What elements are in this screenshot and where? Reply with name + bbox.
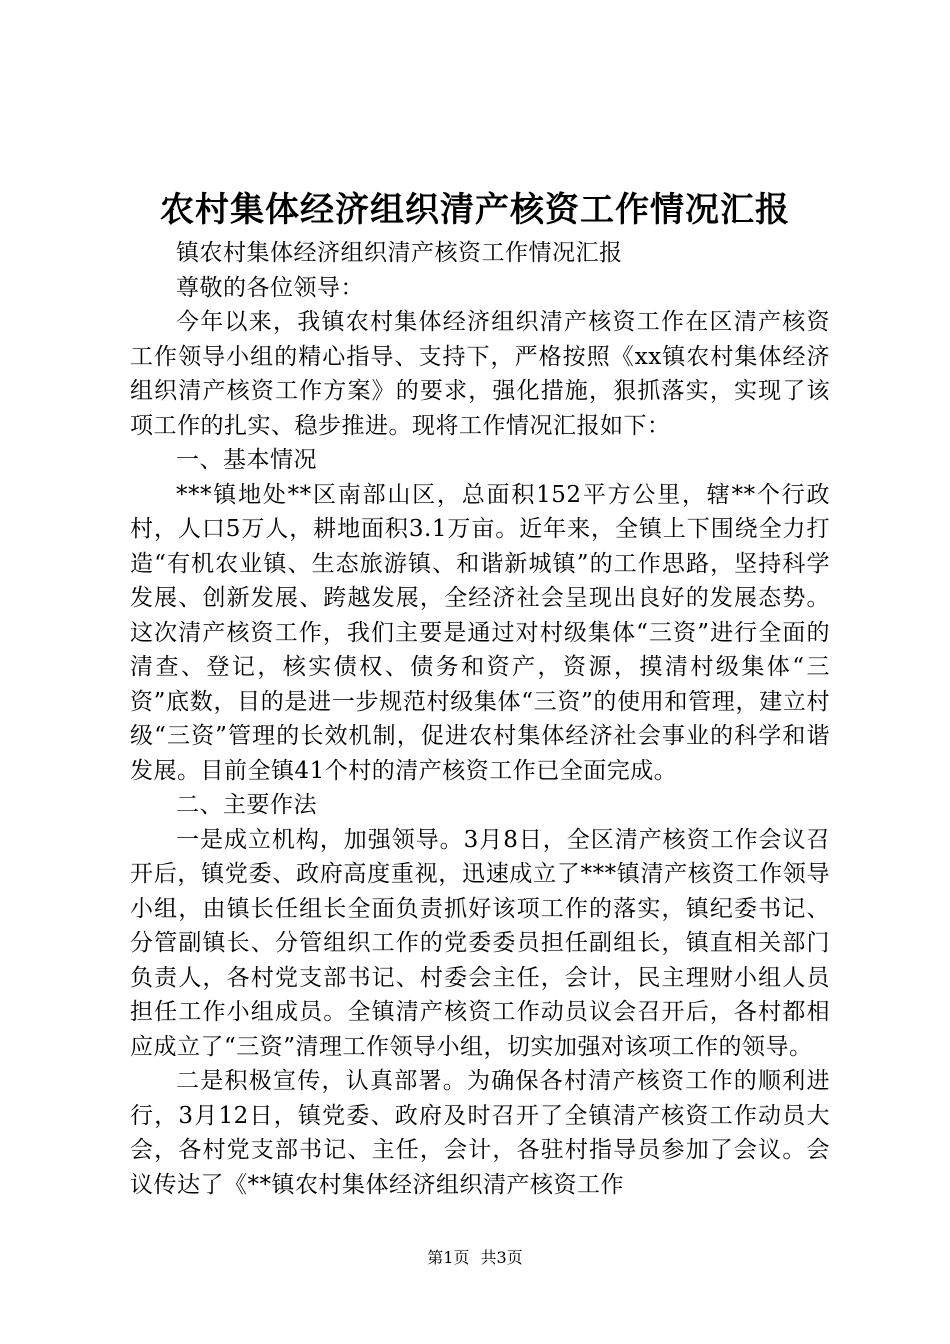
page-total: 共3页 — [480, 1248, 523, 1267]
paragraph-basic-situation: ***镇地处**区南部山区，总面积152平方公里，辖**个行政村，人口5万人，耕地面积3.1万亩。近年来，全镇上下围绕全力打造“有机农业镇、生态旅游镇、和谐新城镇”的工作思路，坚持科学发展、创新发展、跨越发展，全经济社会呈现出良好的发展态势。这次清产核资工作，我们主要是通过对村级集体“三资”进行全面的清查、登记，核实债权、债务和资产，资源，摸清村级集体“三资”底数，目的是进一步规范村级集体“三资”的使用和管理，建立村级“三资”管理的长效机制，促进农村集体经济社会事业的科学和谐发展。目前全镇41个村的清产核资工作已全面完成。 — [130, 481, 830, 784]
section-heading-main-practices: 二、主要作法 — [176, 792, 317, 818]
document-title: 农村集体经济组织清产核资工作情况汇报 — [160, 190, 790, 230]
paragraph-salutation: 尊敬的各位领导： — [176, 274, 364, 301]
paragraph-practice-two: 二是积极宣传，认真部署。为确保各村清产核资工作的顺利进行，3月12日，镇党委、政府及时召开了全镇清产核资工作动员大会，各村党支部书记、主任，会计，各驻村指导员参加了会议。会议传达了《**镇农村集体经济组织清产核资工作 — [130, 1068, 830, 1198]
paragraph-subtitle: 镇农村集体经济组织清产核资工作情况汇报 — [176, 240, 623, 266]
section-heading-basic-situation: 一、基本情况 — [176, 447, 317, 473]
page-footer — [0, 1247, 950, 1269]
paragraph-intro: 今年以来，我镇农村集体经济组织清产核资工作在区清产核资工作领导小组的精心指导、支持下，严格按照《xx镇农村集体经济组织清产核资工作方案》的要求，强化措施，狠抓落实，实现了该项工作的扎实、稳步推进。现将工作情况汇报如下： — [130, 309, 830, 439]
document-body — [130, 236, 830, 1202]
paragraph-practice-one: 一是成立机构，加强领导。3月8日，全区清产核资工作会议召开后，镇党委、政府高度重视，迅速成立了***镇清产核资工作领导小组，由镇长任组长全面负责抓好该项工作的落实，镇纪委书记、分管副镇长、分管组织工作的党委委员担任副组长，镇直相关部门负责人，各村党支部书记、村委会主任，会计，民主理财小组人员担任工作小组成员。全镇清产核资工作动员议会召开后，各村都相应成立了“三资”清理工作领导小组，切实加强对该项工作的领导。 — [130, 826, 830, 1060]
page-number: 第1页 — [427, 1248, 470, 1267]
